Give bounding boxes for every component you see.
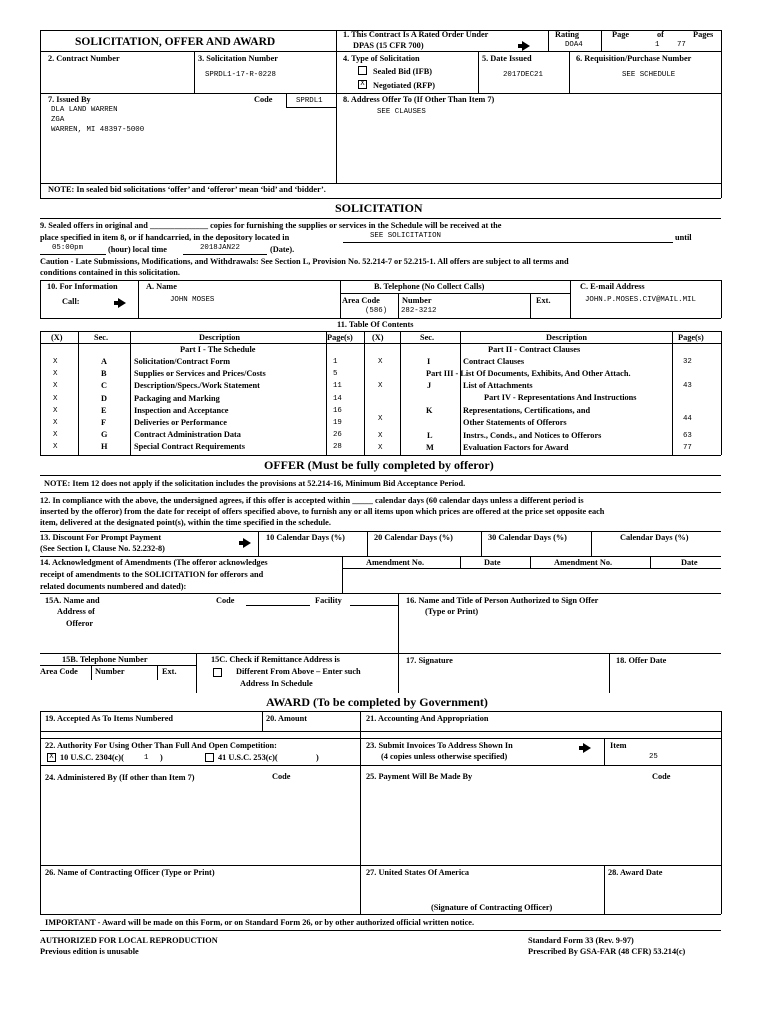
for-information-label: 10. For Information — [47, 282, 118, 291]
discount-30-days: 30 Calendar Days (%) — [488, 533, 567, 542]
offeror-address-label: Address of — [57, 607, 95, 616]
toc-col-sec-left: Sec. — [94, 333, 109, 342]
number-15b-label: Number — [95, 667, 125, 676]
address-offer-value: SEE CLAUSES — [377, 108, 426, 116]
date-issued: 2017DEC21 — [503, 71, 543, 79]
toc-row-d-sec: D — [101, 393, 107, 403]
sealed-bid-checkbox[interactable] — [358, 66, 367, 75]
solicitation-number-label: 3. Solicitation Number — [198, 54, 278, 63]
toc-row-a-sec: A — [101, 357, 107, 366]
toc-row-l-desc: Instrs., Conds., and Notices to Offerors — [463, 431, 602, 440]
amendment-date-col-1: Date — [484, 558, 501, 567]
discount-20-days: 20 Calendar Days (%) — [374, 533, 453, 542]
toc-row-c-page: 11 — [333, 382, 342, 391]
toc-row-i-sec: I — [427, 357, 431, 366]
toc-row-i-desc: Contract Clauses — [463, 357, 525, 366]
arrow-icon — [243, 538, 251, 548]
toc-col-x-left: (X) — [51, 333, 63, 342]
ack-line2: receipt of amendments to the SOLICITATION for offerors and — [40, 570, 264, 579]
facility-label: Facility — [315, 596, 342, 605]
toc-row-a-page: 1 — [333, 358, 338, 366]
toc-col-pages-right: Page(s) — [678, 333, 704, 342]
area-code-label: Area Code — [342, 296, 380, 305]
usc-253-close: ) — [316, 753, 319, 762]
ack-line1: 14. Acknowledgment of Amendments (The offeror acknowledges — [40, 558, 268, 567]
toc-row-g-x: X — [53, 431, 58, 440]
rating-label: Rating — [555, 30, 579, 39]
rated-order-label: 1. This Contract Is A Rated Order Under — [343, 30, 489, 39]
date-issued-label: 5. Date Issued — [482, 54, 532, 63]
item20-label: 20. Amount — [266, 714, 308, 723]
remittance-checkbox[interactable] — [213, 668, 222, 677]
telephone-label: B. Telephone (No Collect Calls) — [374, 282, 485, 291]
toc-row-g-sec: G — [101, 430, 108, 440]
area-code-value: (586) — [365, 307, 388, 315]
toc-row-k-desc2: Other Statements of Offerors — [463, 418, 567, 427]
toc-row-k-sec: K — [426, 406, 433, 415]
item27-label: 27. United States Of America — [366, 868, 470, 877]
solicitation-number: SPRDL1-17-R-0228 — [205, 71, 276, 79]
item12-line1: 12. In compliance with the above, the undersigned agrees, if this offer is accepted within _____ calendar days (60 calendar days unless a different period is — [40, 496, 584, 505]
item19-label: 19. Accepted As To Items Numbered — [45, 714, 173, 723]
ext-15b-label: Ext. — [162, 667, 177, 676]
toc-row-h-sec: H — [101, 442, 108, 452]
toc-row-j-x: X — [378, 382, 383, 390]
toc-row-k-page: 44 — [683, 415, 692, 423]
solicitation-title: SOLICITATION — [335, 201, 423, 215]
negotiated-label: Negotiated (RFP) — [373, 81, 435, 90]
sealed-bid-note: NOTE: In sealed bid solicitations ‘offer’ and ‘offeror’ mean ‘bid’ and ‘bidder’. — [48, 185, 326, 194]
toc-row-h-x: X — [53, 443, 58, 452]
item9-line1: 9. Sealed offers in original and ______________ copies for furnishing the supplies or services in the Schedule will be received at the — [40, 221, 502, 230]
usc-2304-close: ) — [160, 753, 163, 762]
toc-row-m-desc: Evaluation Factors for Award — [463, 443, 569, 452]
remittance-label-2: Different From Above – Enter such — [236, 667, 361, 676]
toc-col-pages-left: Page(s) — [327, 333, 353, 342]
toc-title: 11. Table Of Contents — [337, 320, 414, 329]
arrow-icon — [118, 298, 126, 308]
toc-part2: Part II - Contract Clauses — [488, 345, 581, 354]
discount-clause: (See Section I, Clause No. 52.232-8) — [40, 544, 165, 553]
offeror-code-label: Code — [216, 596, 235, 605]
ext-label: Ext. — [536, 296, 551, 305]
toc-row-m-x: X — [378, 444, 383, 452]
email-value: JOHN.P.MOSES.CIV@MAIL.MIL — [585, 296, 696, 304]
item12-line3: item, delivered at the designated point(s), within the time specified in the schedule. — [40, 518, 331, 527]
usc-253-checkbox[interactable] — [205, 753, 214, 762]
toc-row-i-page: 32 — [683, 358, 692, 366]
ack-line3: related documents numbered and dated): — [40, 582, 187, 591]
issued-by-label: 7. Issued By — [48, 95, 91, 104]
award-title: AWARD (To be completed by Government) — [266, 695, 488, 709]
sealed-bid-label: Sealed Bid (IFB) — [373, 67, 433, 76]
offer-title: OFFER (Must be fully completed by offeror) — [264, 458, 494, 472]
item22-label: 22. Authority For Using Other Than Full And Open Competition: — [45, 741, 277, 750]
time-value: 05:00pm — [52, 244, 84, 252]
until-label: until — [675, 233, 692, 242]
important-note: IMPORTANT - Award will be made on this Form, or on Standard Form 26, or by other authorized official written notice. — [45, 918, 475, 927]
toc-row-b-page: 5 — [333, 370, 338, 379]
page-label: Page — [612, 30, 630, 39]
item21-label: 21. Accounting And Appropriation — [366, 714, 489, 723]
rated-order-label-2: DPAS (15 CFR 700) — [353, 41, 424, 50]
email-label: C. E-mail Address — [580, 282, 645, 291]
depository-value: SEE SOLICITATION — [370, 232, 441, 240]
amendment-no-col-1: Amendment No. — [366, 558, 425, 567]
arrow-icon — [522, 41, 530, 51]
toc-col-desc-right: Description — [546, 333, 588, 342]
requisition-value: SEE SCHEDULE — [622, 71, 676, 79]
usc-2304-value: 1 — [144, 754, 149, 762]
arrow-icon — [583, 743, 591, 753]
address-offer-label: 8. Address Offer To (If Other Than Item 7) — [343, 95, 495, 104]
toc-part4: Part IV - Representations And Instructions — [484, 393, 637, 402]
remittance-label-3: Address In Schedule — [240, 679, 313, 688]
item24-code-label: Code — [272, 772, 291, 781]
item28-label: 28. Award Date — [608, 868, 663, 877]
item16-label: 16. Name and Title of Person Authorized to Sign Offer — [406, 596, 599, 605]
item9-line2: place specified in item 8, or if handcarried, in the depository located in — [40, 233, 290, 242]
item16-type-label: (Type or Print) — [425, 607, 479, 616]
caution-line1: Caution - Late Submissions, Modifications, and Withdrawals: See Section L, Provision No. 52.214-7 or 52.215-1. All offers are subject to all terms and — [40, 257, 569, 266]
local-reproduction-label: AUTHORIZED FOR LOCAL REPRODUCTION — [40, 936, 218, 945]
phone-number: 282-3212 — [401, 307, 437, 315]
issued-code-label: Code — [254, 95, 273, 104]
form-title: SOLICITATION, OFFER AND AWARD — [75, 36, 276, 48]
toc-row-b-x: X — [53, 370, 58, 379]
toc-row-g-page: 26 — [333, 431, 342, 440]
toc-row-b-desc: Supplies or Services and Prices/Costs — [134, 369, 266, 379]
toc-part1: Part I - The Schedule — [180, 345, 256, 354]
item26-label: 26. Name of Contracting Officer (Type or Print) — [45, 868, 215, 877]
toc-row-h-desc: Special Contract Requirements — [134, 442, 245, 452]
toc-row-h-page: 28 — [333, 443, 342, 452]
area-code-15b-label: Area Code — [40, 667, 78, 676]
prescribed-by-label: Prescribed By GSA-FAR (48 CFR) 53.214(c) — [528, 947, 686, 956]
discount-label: 13. Discount For Prompt Payment — [40, 533, 162, 542]
item23-copies-label: (4 copies unless otherwise specified) — [381, 752, 508, 761]
amendment-no-col-2: Amendment No. — [554, 558, 613, 567]
standard-form-label: Standard Form 33 (Rev. 9-97) — [528, 936, 634, 945]
toc-row-b-sec: B — [101, 369, 107, 379]
rating-value: DOA4 — [565, 41, 583, 49]
usc-2304-checkbox[interactable]: X — [47, 753, 56, 762]
toc-row-l-x: X — [378, 432, 383, 440]
type-of-solicitation-label: 4. Type of Solicitation — [343, 54, 420, 63]
toc-row-j-desc: List of Attachments — [463, 381, 533, 390]
discount-calendar-days: Calendar Days (%) — [620, 533, 689, 542]
offeror-name-label: 15A. Name and — [45, 596, 100, 605]
item-label: Item — [610, 741, 627, 750]
caution-line2: conditions contained in this solicitation. — [40, 268, 180, 277]
toc-row-a-x: X — [53, 358, 58, 366]
toc-row-f-x: X — [53, 419, 58, 427]
toc-row-a-desc: Solicitation/Contract Form — [134, 357, 231, 366]
previous-edition-label: Previous edition is unusable — [40, 947, 139, 956]
usc-253-label: 41 U.S.C. 253(c)( — [218, 753, 278, 762]
offeror-label: Offeror — [66, 619, 94, 628]
toc-row-e-sec: E — [101, 405, 107, 415]
item24-label: 24. Administered By (If other than Item 7) — [45, 773, 195, 782]
offer-date-label: 18. Offer Date — [616, 656, 667, 665]
pages-value: 77 — [677, 41, 686, 49]
toc-col-x-right: (X) — [372, 333, 384, 342]
toc-row-e-page: 16 — [333, 406, 342, 415]
issued-by-line-1: DLA LAND WARREN — [51, 106, 118, 114]
toc-row-k-x: X — [378, 415, 383, 423]
pages-label: Pages — [693, 30, 714, 39]
toc-row-g-desc: Contract Administration Data — [134, 430, 241, 440]
page-value: 1 — [655, 41, 660, 49]
requisition-label: 6. Requisition/Purchase Number — [576, 54, 692, 63]
issued-by-line-2: ZGA — [51, 116, 65, 124]
telephone-15b-label: 15B. Telephone Number — [62, 655, 148, 664]
toc-row-c-sec: C — [101, 381, 107, 391]
toc-col-desc-left: Description — [199, 333, 241, 342]
toc-row-f-desc: Deliveries or Performance — [134, 418, 227, 427]
signature-label: 17. Signature — [406, 656, 453, 665]
item23-label: 23. Submit Invoices To Address Shown In — [366, 741, 513, 750]
contact-name: JOHN MOSES — [170, 296, 215, 304]
date-value: 2018JAN22 — [200, 244, 240, 252]
offer-note: NOTE: Item 12 does not apply if the solicitation includes the provisions at 52.214-16, Minimum Bid Acceptance Period. — [44, 479, 466, 488]
issued-by-line-3: WARREN, MI 48397-5000 — [51, 126, 145, 134]
date-label: (Date). — [270, 245, 295, 254]
of-label: of — [657, 30, 664, 39]
toc-row-k-desc1: Representations, Certifications, and — [463, 406, 591, 415]
toc-row-j-page: 43 — [683, 382, 692, 390]
toc-row-f-page: 19 — [333, 419, 342, 427]
toc-row-e-x: X — [53, 406, 58, 415]
item12-line2: inserted by the offeror) from the date for receipt of offers specified above, to furnish any or all items upon which prices are offered at the price set opposite each — [40, 507, 605, 516]
local-time-label: (hour) local time — [108, 245, 167, 254]
toc-part3: Part III - List Of Documents, Exhibits, And Other Attach. — [426, 369, 631, 378]
toc-row-m-sec: M — [426, 443, 434, 452]
toc-row-c-desc: Description/Specs./Work Statement — [134, 381, 260, 391]
call-label: Call: — [62, 297, 80, 306]
item25-code-label: Code — [652, 772, 671, 781]
toc-row-e-desc: Inspection and Acceptance — [134, 405, 229, 415]
toc-row-l-page: 63 — [683, 432, 692, 440]
contract-number-label: 2. Contract Number — [48, 54, 120, 63]
negotiated-checkbox[interactable]: X — [358, 80, 367, 89]
item25-label: 25. Payment Will Be Made By — [366, 772, 473, 781]
name-label: A. Name — [146, 282, 177, 291]
item-value: 25 — [649, 753, 658, 761]
amendment-date-col-2: Date — [681, 558, 698, 567]
number-label: Number — [402, 296, 432, 305]
toc-row-d-page: 14 — [333, 394, 342, 403]
toc-row-c-x: X — [53, 382, 58, 391]
toc-row-m-page: 77 — [683, 444, 692, 452]
toc-row-f-sec: F — [101, 418, 107, 427]
toc-row-l-sec: L — [427, 431, 433, 440]
remittance-label-1: 15C. Check if Remittance Address is — [211, 655, 340, 664]
toc-row-i-x: X — [378, 358, 383, 366]
toc-row-j-sec: J — [427, 381, 432, 390]
toc-row-d-x: X — [53, 394, 58, 403]
toc-row-d-desc: Packaging and Marking — [134, 393, 220, 403]
toc-col-sec-right: Sec. — [420, 333, 435, 342]
discount-10-days: 10 Calendar Days (%) — [266, 533, 345, 542]
usc-2304-label: 10 U.S.C. 2304(c)( — [60, 753, 124, 762]
contracting-officer-signature-label: (Signature of Contracting Officer) — [431, 903, 553, 912]
issued-code: SPRDL1 — [296, 97, 323, 105]
